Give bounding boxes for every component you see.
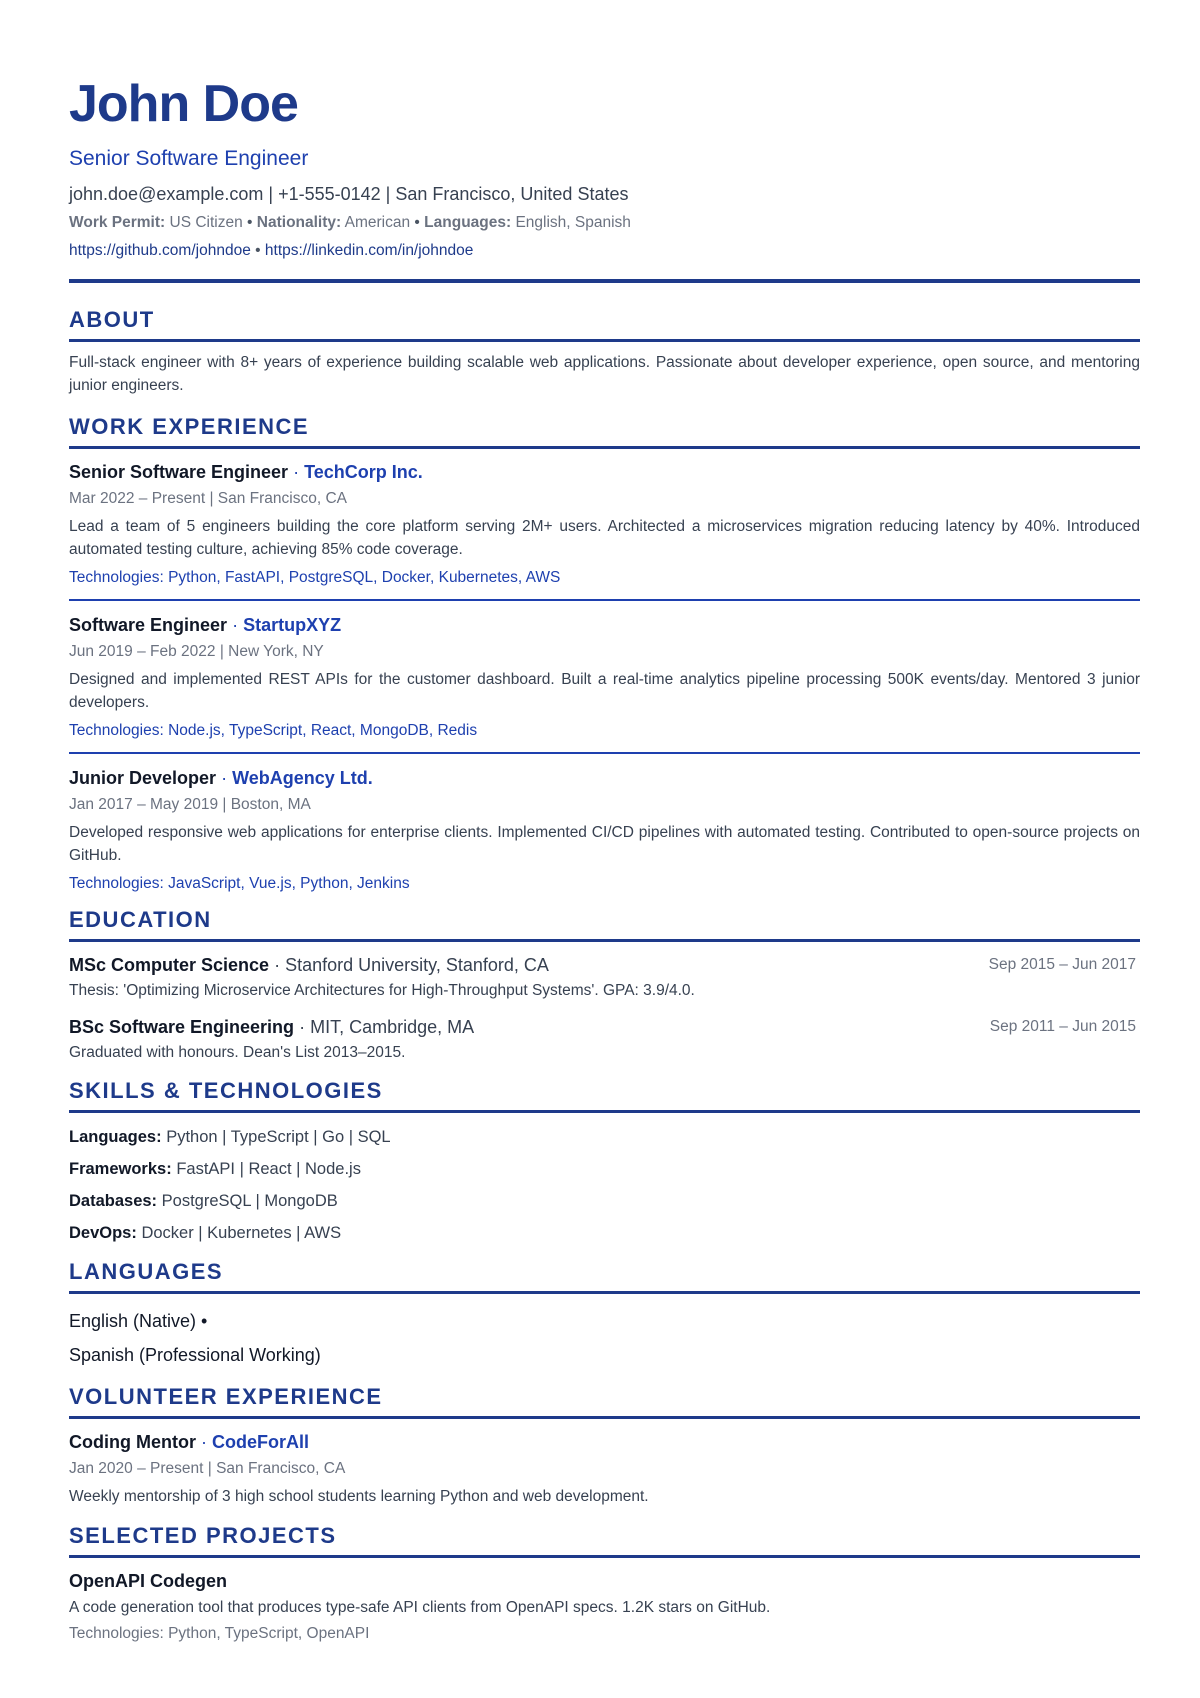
language-item: Spanish (Professional Working) [69,1345,321,1365]
language-item: English (Native) • [69,1311,208,1331]
about-heading: ABOUT [69,307,155,332]
section-divider [69,1110,1140,1113]
languages-heading: LANGUAGES [69,1259,224,1284]
volunteer-description: Weekly mentorship of 3 high school students learning Python and web development. [69,1488,649,1505]
degree-separator: · [299,1017,306,1037]
linkedin-link[interactable]: https://linkedin.com/in/johndoe [264,242,474,259]
education-note: Graduated with honours. Dean's List 2013–2015. [69,1044,406,1061]
project-title: OpenAPI Codegen [69,1571,228,1591]
volunteer-dates: Jan 2020 – Present | San Francisco, CA [69,1460,346,1477]
work-experience-heading: WORK EXPERIENCE [69,414,310,439]
education-dates: Sep 2011 – Jun 2015 [989,1018,1136,1035]
job-technologies: Technologies: Node.js, TypeScript, React, MongoDB, Redis [69,722,478,739]
skill-row [69,1222,1140,1244]
skill-values: Python | TypeScript | Go | SQL [166,1128,391,1146]
job-dates: Jun 2019 – Feb 2022 | New York, NY [69,643,324,660]
github-link[interactable]: https://github.com/johndoe [69,242,251,259]
institution: Stanford University, Stanford, CA [285,955,549,975]
education-heading: EDUCATION [69,907,212,932]
job-technologies: Technologies: Python, FastAPI, PostgreSQL, Docker, Kubernetes, AWS [69,569,561,586]
contact-line [69,183,628,205]
project-description: A code generation tool that produces type-safe API clients from OpenAPI specs. 1.2K stars on GitHub. [69,1599,771,1616]
volunteer-role: Coding Mentor [69,1432,196,1452]
skills-heading: SKILLS & TECHNOLOGIES [69,1078,383,1103]
about-text: Full-stack engineer with 8+ years of experience building scalable web applications. Passionate about developer experience, open source, and mentoring junior engineers. [69,354,1140,394]
languages-value: English, Spanish [515,214,631,231]
job-description: Designed and implemented REST APIs for the customer dashboard. Built a real-time analytics pipeline processing 500K events/day. Mentored 3 junior developers. [69,671,1140,711]
education-dates: Sep 2015 – Jun 2017 [988,956,1136,973]
skill-row [69,1190,1140,1212]
job-dates: Mar 2022 – Present | San Francisco, CA [69,490,347,507]
company-name: TechCorp Inc. [304,462,423,482]
job-header [69,767,1140,789]
volunteer-org: CodeForAll [212,1432,310,1452]
section-divider [69,339,1140,342]
work-permit-value: US Citizen [169,214,243,231]
bullet-separator: • [414,214,420,231]
section-divider [69,1416,1140,1419]
degree: BSc Software Engineering [69,1017,295,1037]
profile-links [69,241,473,261]
degree-separator: · [274,955,281,975]
education-item [69,954,1140,976]
candidate-name: John Doe [69,75,298,133]
institution: MIT, Cambridge, MA [310,1017,475,1037]
header-divider [69,279,1140,283]
volunteer-heading: VOLUNTEER EXPERIENCE [69,1384,383,1409]
personal-details [69,213,631,233]
project-technologies: Technologies: Python, TypeScript, OpenAPI [69,1625,370,1642]
job-description: Developed responsive web applications for enterprise clients. Implemented CI/CD pipelines with automated testing. Contributed to open-source projects on GitHub. [69,824,1140,864]
title-company-separator: · [221,768,228,788]
skill-label: DevOps: [69,1224,137,1242]
nationality-value: American [344,214,411,231]
skill-values: PostgreSQL | MongoDB [161,1192,338,1210]
languages-label: Languages: [424,214,512,231]
job-description: Lead a team of 5 engineers building the core platform serving 2M+ users. Architected a microservices migration reducing latency by 40%. Introduced automated testing culture, achieving 85% code coverage. [69,518,1140,558]
skill-label: Databases: [69,1192,158,1210]
work-permit-label: Work Permit: [69,214,166,231]
phone: +1-555-0142 [278,184,381,204]
skill-values: Docker | Kubernetes | AWS [141,1224,342,1242]
entry-divider [69,752,1140,754]
projects-heading: SELECTED PROJECTS [69,1523,337,1548]
title-company-separator: · [293,462,300,482]
nationality-label: Nationality: [256,214,342,231]
section-divider [69,446,1140,449]
role-org-separator: · [201,1432,207,1452]
volunteer-header [69,1431,1140,1453]
job-technologies: Technologies: JavaScript, Vue.js, Python, Jenkins [69,875,410,892]
section-divider [69,939,1140,942]
skill-label: Frameworks: [69,1160,172,1178]
skill-row [69,1126,1140,1148]
job-title: Senior Software Engineer [69,462,289,482]
job-header [69,461,1140,483]
title-company-separator: · [232,615,239,635]
contact-separator: | [380,184,396,204]
job-title: Junior Developer [69,768,217,788]
degree: MSc Computer Science [69,955,270,975]
contact-separator: | [263,184,279,204]
bullet-separator: • [247,214,253,231]
education-item [69,1016,1140,1038]
job-title: Software Engineer [69,615,228,635]
company-name: StartupXYZ [243,615,342,635]
company-name: WebAgency Ltd. [232,768,373,788]
project-name [69,1570,1140,1592]
job-header [69,614,1140,636]
skill-row [69,1158,1140,1180]
bullet-separator: • [255,242,261,259]
candidate-role: Senior Software Engineer [69,147,309,170]
education-note: Thesis: 'Optimizing Microservice Architectures for High-Throughput Systems'. GPA: 3.9/4.0. [69,982,695,999]
email: john.doe@example.com [69,184,264,204]
location: San Francisco, United States [395,184,629,204]
skill-values: FastAPI | React | Node.js [176,1160,361,1178]
skill-label: Languages: [69,1128,162,1146]
job-dates: Jan 2017 – May 2019 | Boston, MA [69,796,311,813]
entry-divider [69,599,1140,601]
section-divider [69,1555,1140,1558]
section-divider [69,1291,1140,1294]
